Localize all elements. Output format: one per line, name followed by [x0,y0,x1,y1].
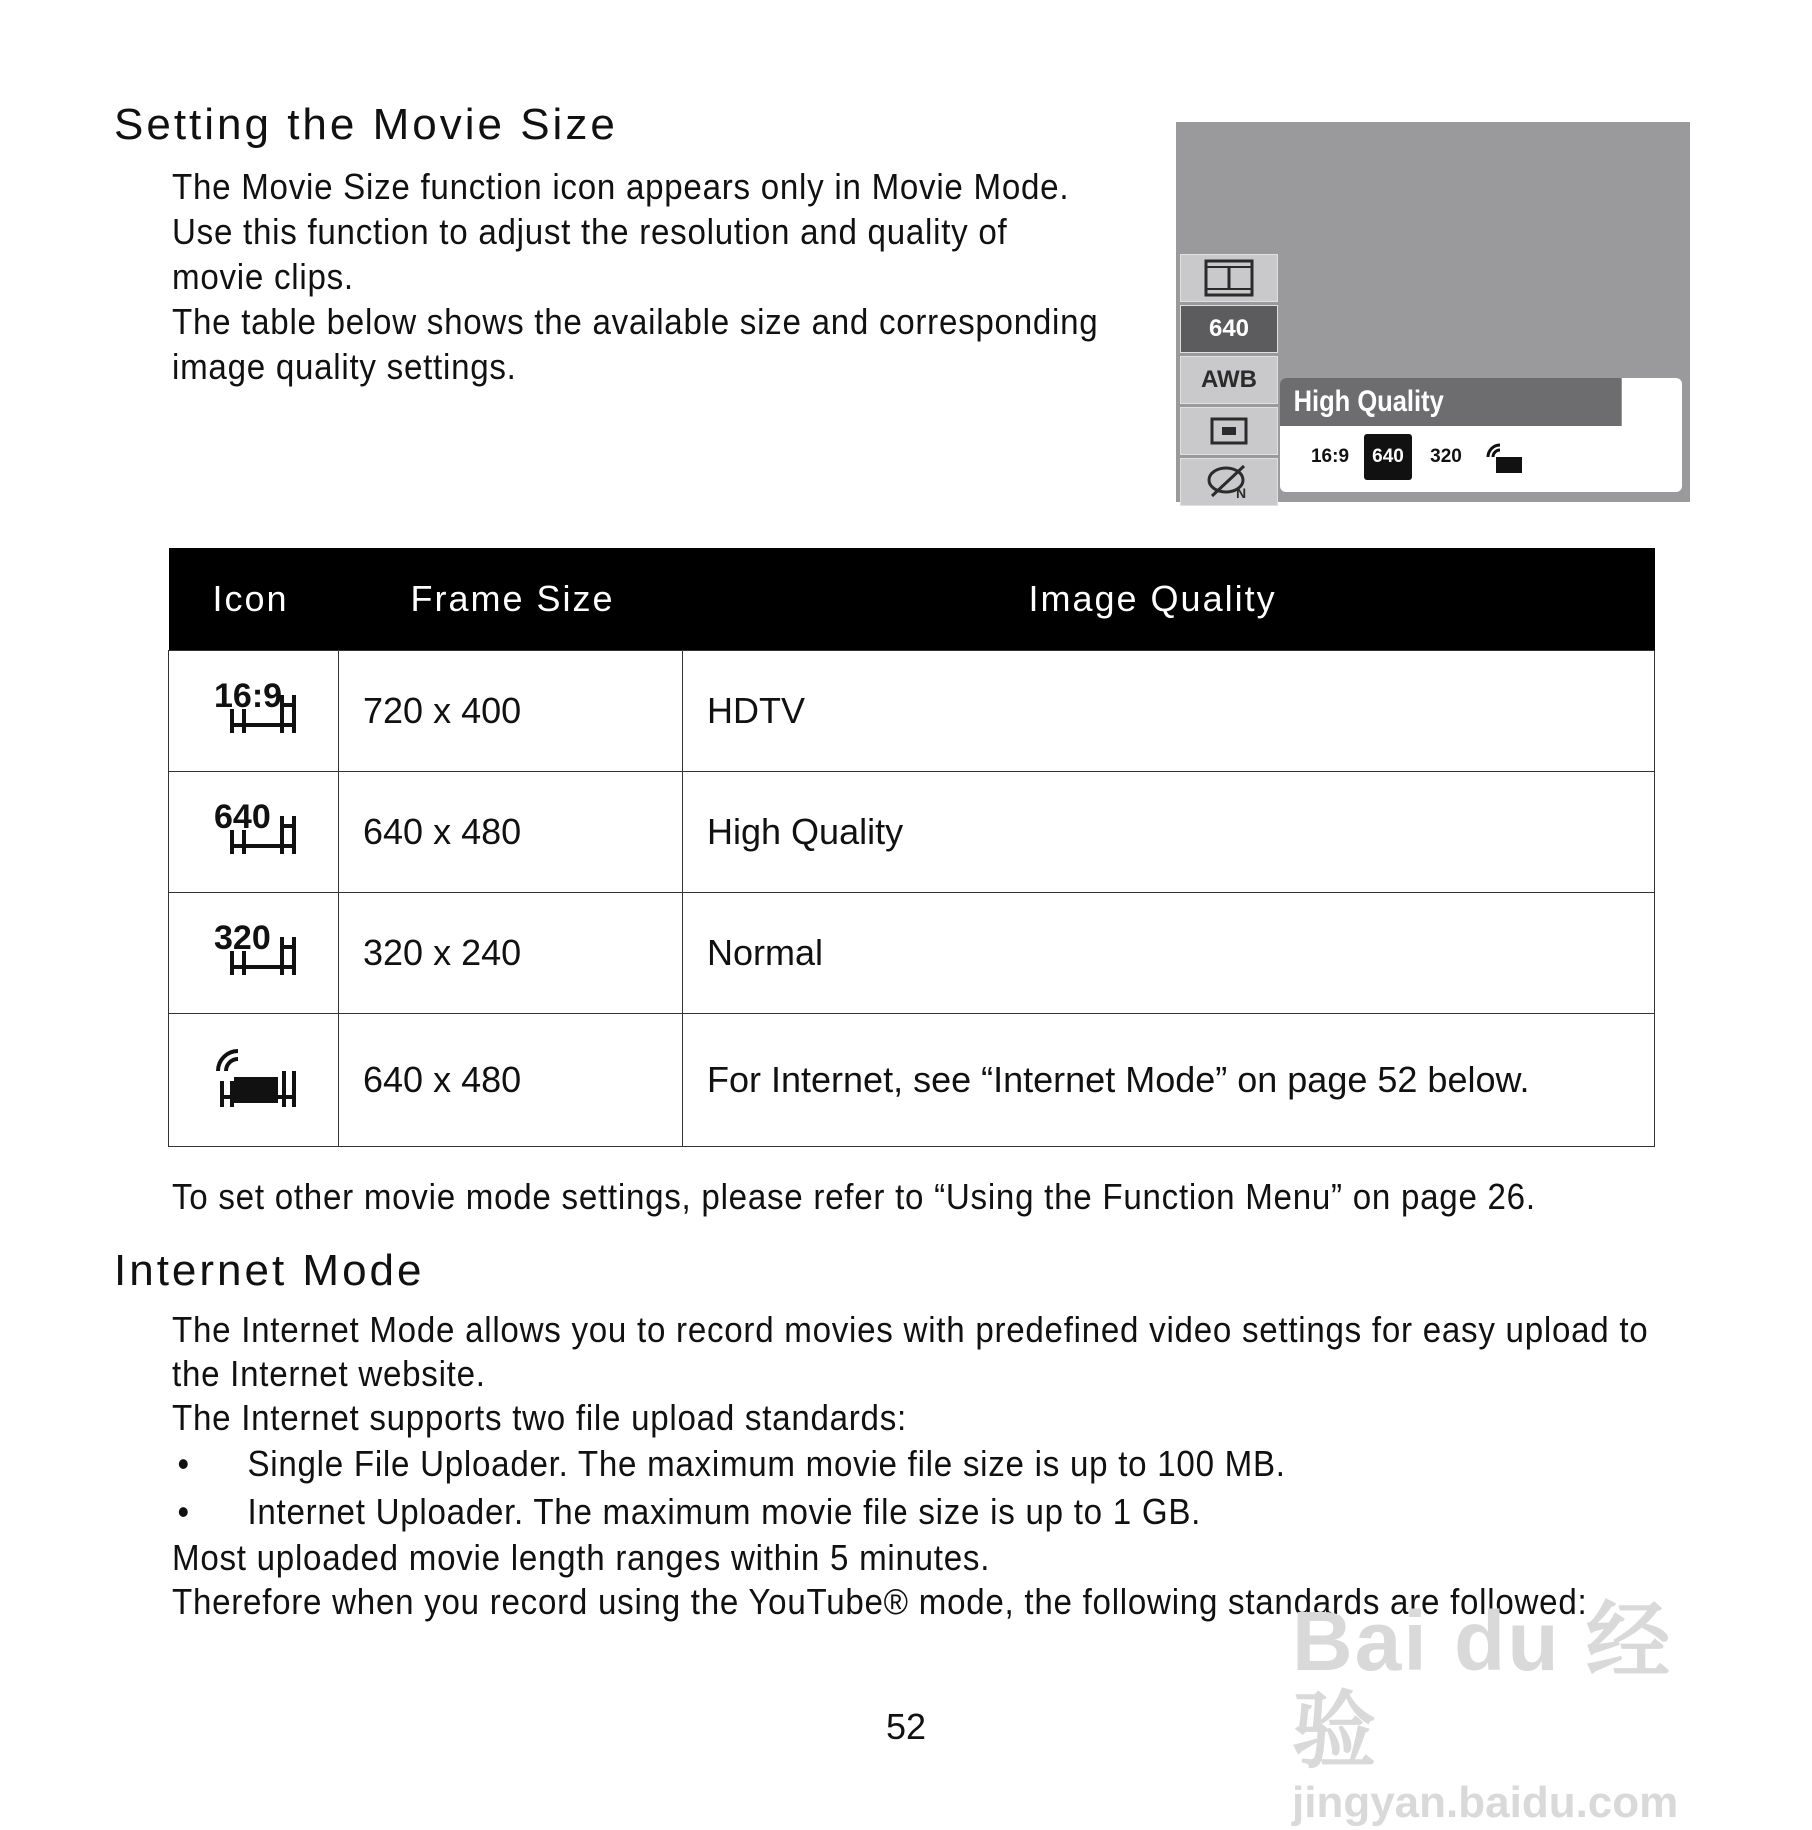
frame-size-cell: 720 x 400 [339,651,683,772]
table-row [169,893,1655,1014]
section-title-internet-mode: Internet Mode [114,1246,425,1295]
intro-line: The table below shows the available size and corresponding [172,301,1099,342]
svg-text:N: N [1236,485,1247,500]
quality-cell: High Quality [683,772,1655,893]
internet-mode-icon [169,1014,339,1147]
table-row [169,1014,1655,1147]
watermark-url: jingyan.baidu.com [1292,1778,1679,1827]
quality-cell: HDTV [683,651,1655,772]
header-image-quality: Image Quality [683,548,1655,651]
size-320-icon [169,893,339,1014]
paragraph-line: The Internet Mode allows you to record movies with predefined video settings for easy upload to [172,1309,1649,1350]
intro-line: Use this function to adjust the resolution and quality of [172,211,1008,252]
intro-text [172,164,1142,389]
section-title-movie-size: Setting the Movie Size [114,100,618,149]
internet-mode-icon [1480,434,1528,480]
bullet-list [172,1440,1732,1536]
list-item [172,1440,1607,1488]
list-item-text: Single File Uploader. The maximum movie file size is up to 100 MB. [247,1443,1286,1484]
option-640: 640 [1364,434,1412,480]
internet-mode-text [172,1308,1732,1624]
intro-line: The Movie Size function icon appears only in Movie Mode. [172,166,1070,207]
paragraph: Therefore when you record using the YouTube® mode, the following standards are followed: [172,1581,1588,1622]
quality-cell: For Internet, see “Internet Mode” on page 52 below. [683,1014,1655,1147]
header-icon: Icon [169,548,339,651]
watermark [1292,1594,1722,1827]
popup-title: High Quality [1280,378,1622,426]
paragraph-line: the Internet website. [172,1353,486,1394]
option-320: 320 [1430,446,1462,467]
movie-size-table [168,548,1655,1147]
table-row [169,651,1655,772]
metering-icon [1180,407,1278,455]
camera-screen-illustration [1176,122,1690,502]
frame-size-cell: 320 x 240 [339,893,683,1014]
movie-size-button: 640 [1180,305,1278,353]
white-balance-button: AWB [1180,356,1278,404]
table-row [169,772,1655,893]
movie-size-popup [1280,378,1682,492]
frame-size-cell: 640 x 480 [339,772,683,893]
watermark-logo: Bai du 经验 [1292,1594,1673,1778]
intro-line: movie clips. [172,256,354,297]
list-item-text: Internet Uploader. The maximum movie file size is up to 1 GB. [247,1491,1202,1532]
list-item [172,1488,1607,1536]
intro-line: image quality settings. [172,346,517,387]
size-16-9-icon [169,651,339,772]
icon-label: 640 [213,797,271,836]
icon-label: 16:9 [213,676,282,715]
header-frame-size: Frame Size [339,548,683,651]
popup-options [1280,426,1682,480]
paragraph: The Internet supports two file upload standards: [172,1397,907,1438]
page-number: 52 [885,1706,927,1747]
size-640-icon [169,772,339,893]
face-detect-icon [1180,458,1278,506]
frame-size-cell: 640 x 480 [339,1014,683,1147]
settings-note: To set other movie mode settings, please refer to “Using the Function Menu” on page 26. [172,1176,1536,1217]
option-16-9: 16:9 [1310,446,1350,467]
camera-side-menu [1180,254,1278,509]
icon-label: 320 [213,918,271,957]
quality-cell: Normal [683,893,1655,1014]
movie-mode-icon [1180,254,1278,302]
paragraph: Most uploaded movie length ranges within 5 minutes. [172,1537,991,1578]
